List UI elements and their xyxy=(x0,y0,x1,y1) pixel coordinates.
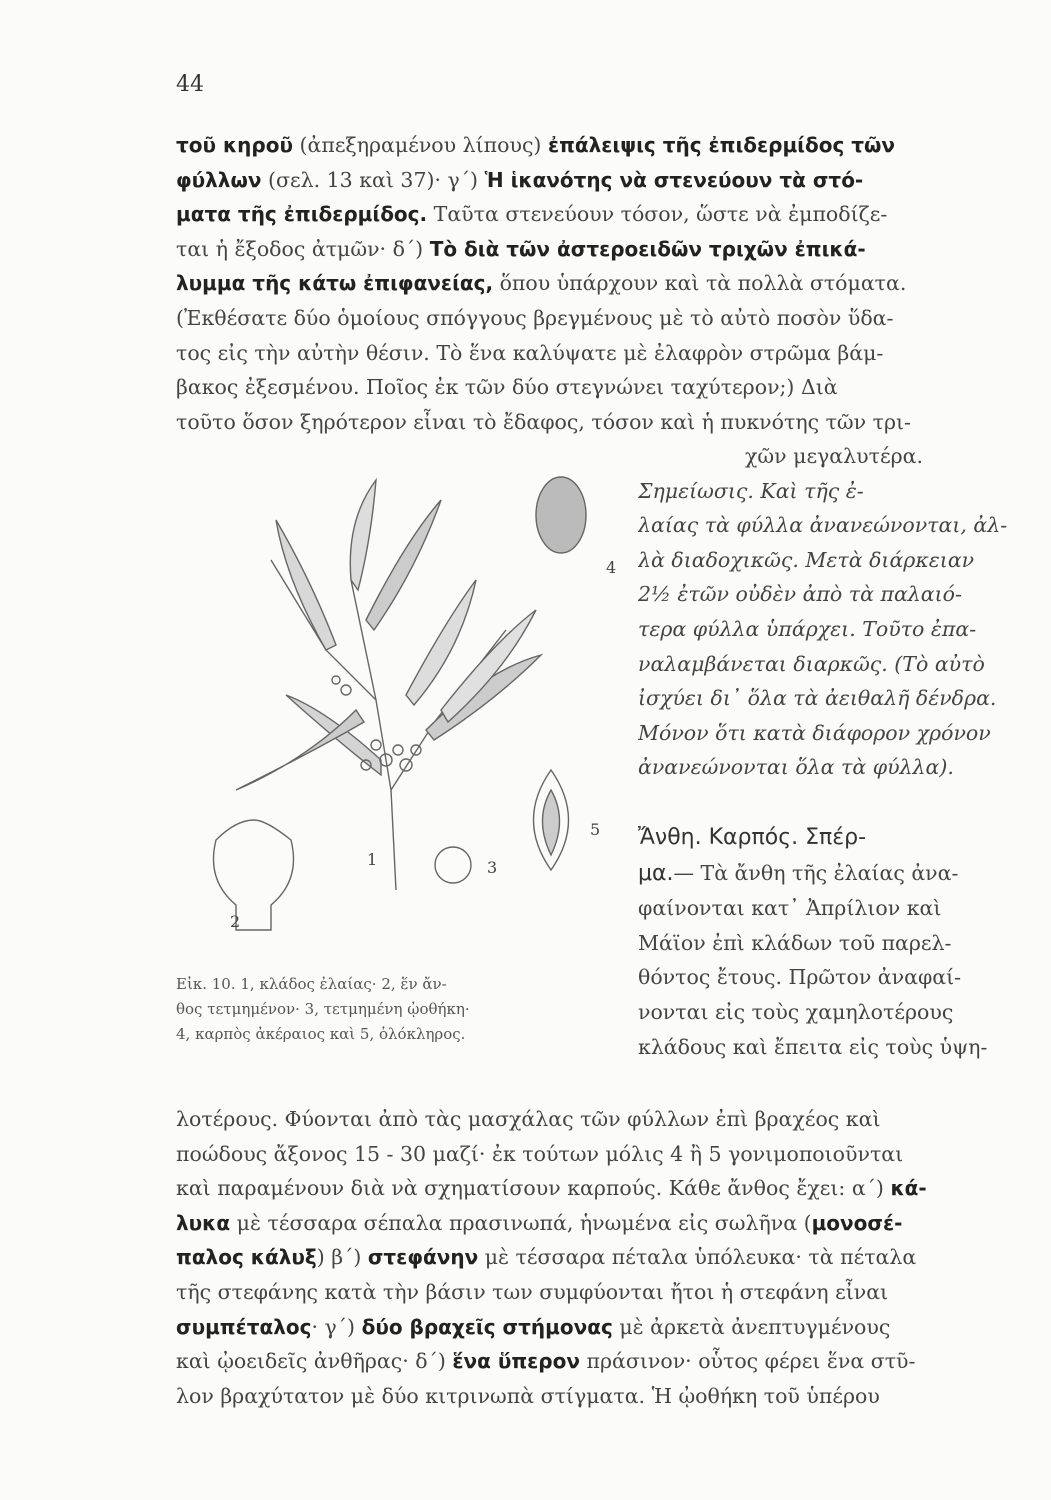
text-line xyxy=(638,1030,1030,1065)
text-run: μὲ τέσσαρα πέταλα ὑπόλευκα· τὰ πέταλα xyxy=(478,1245,917,1270)
bottom-paragraph xyxy=(176,1102,1028,1413)
bold-term: παλος κάλυξ xyxy=(176,1245,317,1270)
text-line xyxy=(176,266,1028,301)
section-heading: Ἄνθη. Καρπός. Σπέρ- xyxy=(638,825,867,850)
figure-label-5: 5 xyxy=(590,820,601,839)
bold-term: συμπέταλος xyxy=(176,1314,312,1339)
text-run: (Ἐκθέσατε δύο ὁμοίους σπόγγους βρεγμένους μὲ τὸ αὐτὸ ποσὸν ὕδα- xyxy=(176,305,894,330)
text-run: Ταῦτα στενεύουν τόσον, ὥστε νὰ ἐμποδίζε- xyxy=(427,202,888,227)
text-line xyxy=(176,232,1028,267)
bold-term: δύο βραχεῖς στήμονας xyxy=(361,1314,613,1339)
text-line xyxy=(176,128,1028,163)
bold-term: φύλλων xyxy=(176,167,262,192)
note-line: ἰσχύει δι᾽ ὅλα τὰ ἀειθαλῆ δένδρα. xyxy=(638,686,997,711)
text-run: τοῦτο ὅσον ξηρότερον εἶναι τὸ ἔδαφος, τόσον καὶ ἡ πυκνότης τῶν τρι- xyxy=(176,409,911,434)
note-line: Σημείωσις. Καὶ τῆς ἐ- xyxy=(638,478,864,503)
text-run: θόντος ἔτους. Πρῶτον ἀναφαί- xyxy=(638,965,962,990)
text-line xyxy=(638,995,1030,1030)
text-run: τῆς στεφάνης κατὰ τὴν βάσιν των συμφύονται ἤτοι ἡ στεφάνη εἶναι xyxy=(176,1279,889,1304)
text-run: φαίνονται κατ᾽ Ἀπρίλιον καὶ xyxy=(638,896,942,921)
top-paragraph xyxy=(176,128,1028,439)
text-run: · γ´) xyxy=(311,1314,362,1339)
text-line xyxy=(176,1275,1028,1310)
bold-term: κά- xyxy=(890,1176,927,1201)
text-line xyxy=(176,1171,1028,1206)
text-line xyxy=(176,370,1028,405)
text-line xyxy=(176,1206,1028,1241)
text-line xyxy=(638,960,1030,995)
note-line: ἀνανεώνονται ὅλα τὰ φύλλα). xyxy=(638,755,954,780)
note-line: χῶν μεγαλυτέρα. xyxy=(745,444,923,468)
text-run: μὲ τέσσαρα σέπαλα πρασινωπά, ἡνωμένα εἰς σωλῆνα ( xyxy=(230,1210,812,1235)
note-line: Μόνον ὅτι κατὰ διάφορον χρόνον xyxy=(638,720,991,745)
text-line xyxy=(638,926,1030,961)
text-line xyxy=(176,301,1028,336)
caption-line: 4, καρπὸς ἀκέραιος καὶ 5, ὁλόκληρος. xyxy=(176,1025,466,1043)
text-line xyxy=(176,1240,1028,1275)
bold-term: λυμμα τῆς κάτω ἐπιφανείας, xyxy=(176,271,494,296)
text-run: λον βραχύτατον μὲ δύο κιτρινωπὰ στίγματα. Ἡ ᾠοθήκη τοῦ ὑπέρου xyxy=(176,1383,880,1408)
text-line xyxy=(176,163,1028,198)
bold-term: μονοσέ- xyxy=(811,1210,903,1235)
section-heading: μα. xyxy=(638,860,674,886)
text-run: ται ἡ ἔξοδος ἀτμῶν· δ´) xyxy=(176,236,430,261)
bold-term: ἐπάλειψις τῆς ἐπιδερμίδος τῶν xyxy=(547,133,896,157)
bold-term: λυκα xyxy=(176,1210,231,1235)
figure-label-1: 1 xyxy=(367,850,378,869)
text-run: — Τὰ ἄνθη τῆς ἐλαίας ἀνα- xyxy=(673,860,959,885)
text-run: ὅπου ὑπάρχουν καὶ τὰ πολλὰ στόματα. xyxy=(493,271,907,296)
text-run: ) β´) xyxy=(316,1245,368,1270)
note-line: λαίας τὰ φύλλα ἀνανεώνονται, ἀλ- xyxy=(638,513,1008,538)
caption-line: Εἰκ. 10. 1, κλάδος ἐλαίας· 2, ἕν ἄν- xyxy=(176,975,447,993)
figure-caption xyxy=(176,972,612,1047)
figure-label-4: 4 xyxy=(606,558,617,577)
text-line xyxy=(638,891,1030,926)
text-line xyxy=(176,1137,1028,1172)
text-run: καὶ ᾠοειδεῖς ἀνθῆρας· δ´) xyxy=(176,1349,453,1374)
text-line xyxy=(638,856,1030,892)
text-line xyxy=(176,1310,1028,1345)
bold-term: Ἡ ἱκανότης νὰ στενεύουν τὰ στό- xyxy=(484,167,864,192)
figure-label-2: 2 xyxy=(230,912,241,931)
text-line xyxy=(176,197,1028,232)
note-line: ναλαμβάνεται διαρκῶς. (Τὸ αὐτὸ xyxy=(638,651,985,676)
figure-label-3: 3 xyxy=(487,858,498,877)
caption-line: θος τετμημένον· 3, τετμημένη ᾠοθήκη· xyxy=(176,1000,470,1018)
text-line xyxy=(176,1344,1028,1379)
text-line xyxy=(638,820,1030,856)
bold-term: ἕνα ὕπερον xyxy=(452,1349,580,1374)
bold-term: στεφάνην xyxy=(367,1245,479,1270)
text-run: Μάϊον ἐπὶ κλάδων τοῦ παρελ- xyxy=(638,930,952,955)
section-flowers-fruit xyxy=(638,820,1030,1064)
text-run: πράσινον· οὗτος φέρει ἕνα στῦ- xyxy=(579,1349,916,1374)
text-line xyxy=(176,1379,1028,1414)
text-run: τος εἰς τὴν αὐτὴν θέσιν. Τὸ ἕνα καλύψατε μὲ ἐλαφρὸν στρῶμα βάμ- xyxy=(176,340,884,365)
page-number: 44 xyxy=(176,72,204,97)
text-run: ποώδους ἄξονος 15 - 30 μαζί· ἐκ τούτων μόλις 4 ἢ 5 γονιμοποιοῦνται xyxy=(176,1141,904,1166)
text-run: καὶ παραμένουν διὰ νὰ σχηματίσουν καρπούς. Κάθε ἄνθος ἔχει: α´) xyxy=(176,1176,891,1201)
bold-term: τοῦ κηροῦ xyxy=(176,133,293,157)
text-run: (σελ. 13 καὶ 37)· γ´) xyxy=(261,167,485,192)
text-run: κλάδους καὶ ἔπειτα εἰς τοὺς ὑψη- xyxy=(638,1034,988,1059)
text-run: νονται εἰς τοὺς χαμηλοτέρους xyxy=(638,999,954,1024)
text-line xyxy=(176,405,1028,440)
text-run: (ἀπεξηραμένου λίπους) xyxy=(292,133,548,157)
note-paragraph xyxy=(638,439,1030,785)
note-line: λὰ διαδοχικῶς. Μετὰ διάρκειαν xyxy=(638,547,975,572)
olive-branch-figure xyxy=(176,460,616,960)
text-run: λοτέρους. Φύονται ἀπὸ τὰς μασχάλας τῶν φύλλων ἐπὶ βραχέος καὶ xyxy=(176,1107,881,1131)
bold-term: Τὸ διὰ τῶν ἀστεροειδῶν τριχῶν ἐπικά- xyxy=(429,236,866,261)
bold-term: ματα τῆς ἐπιδερμίδος. xyxy=(176,202,428,227)
note-line: 2½ ἐτῶν οὐδὲν ἀπὸ τὰ παλαιό- xyxy=(638,582,962,607)
text-run: βακος ἐξεσμένου. Ποῖος ἐκ τῶν δύο στεγνώνει ταχύτερον;) Διὰ xyxy=(176,375,838,400)
text-line xyxy=(176,336,1028,371)
note-line: τερα φύλλα ὑπάρχει. Τοῦτο ἐπα- xyxy=(638,616,977,641)
text-line xyxy=(176,1102,1028,1137)
text-run: μὲ ἀρκετὰ ἀνεπτυγμένους xyxy=(612,1314,891,1339)
